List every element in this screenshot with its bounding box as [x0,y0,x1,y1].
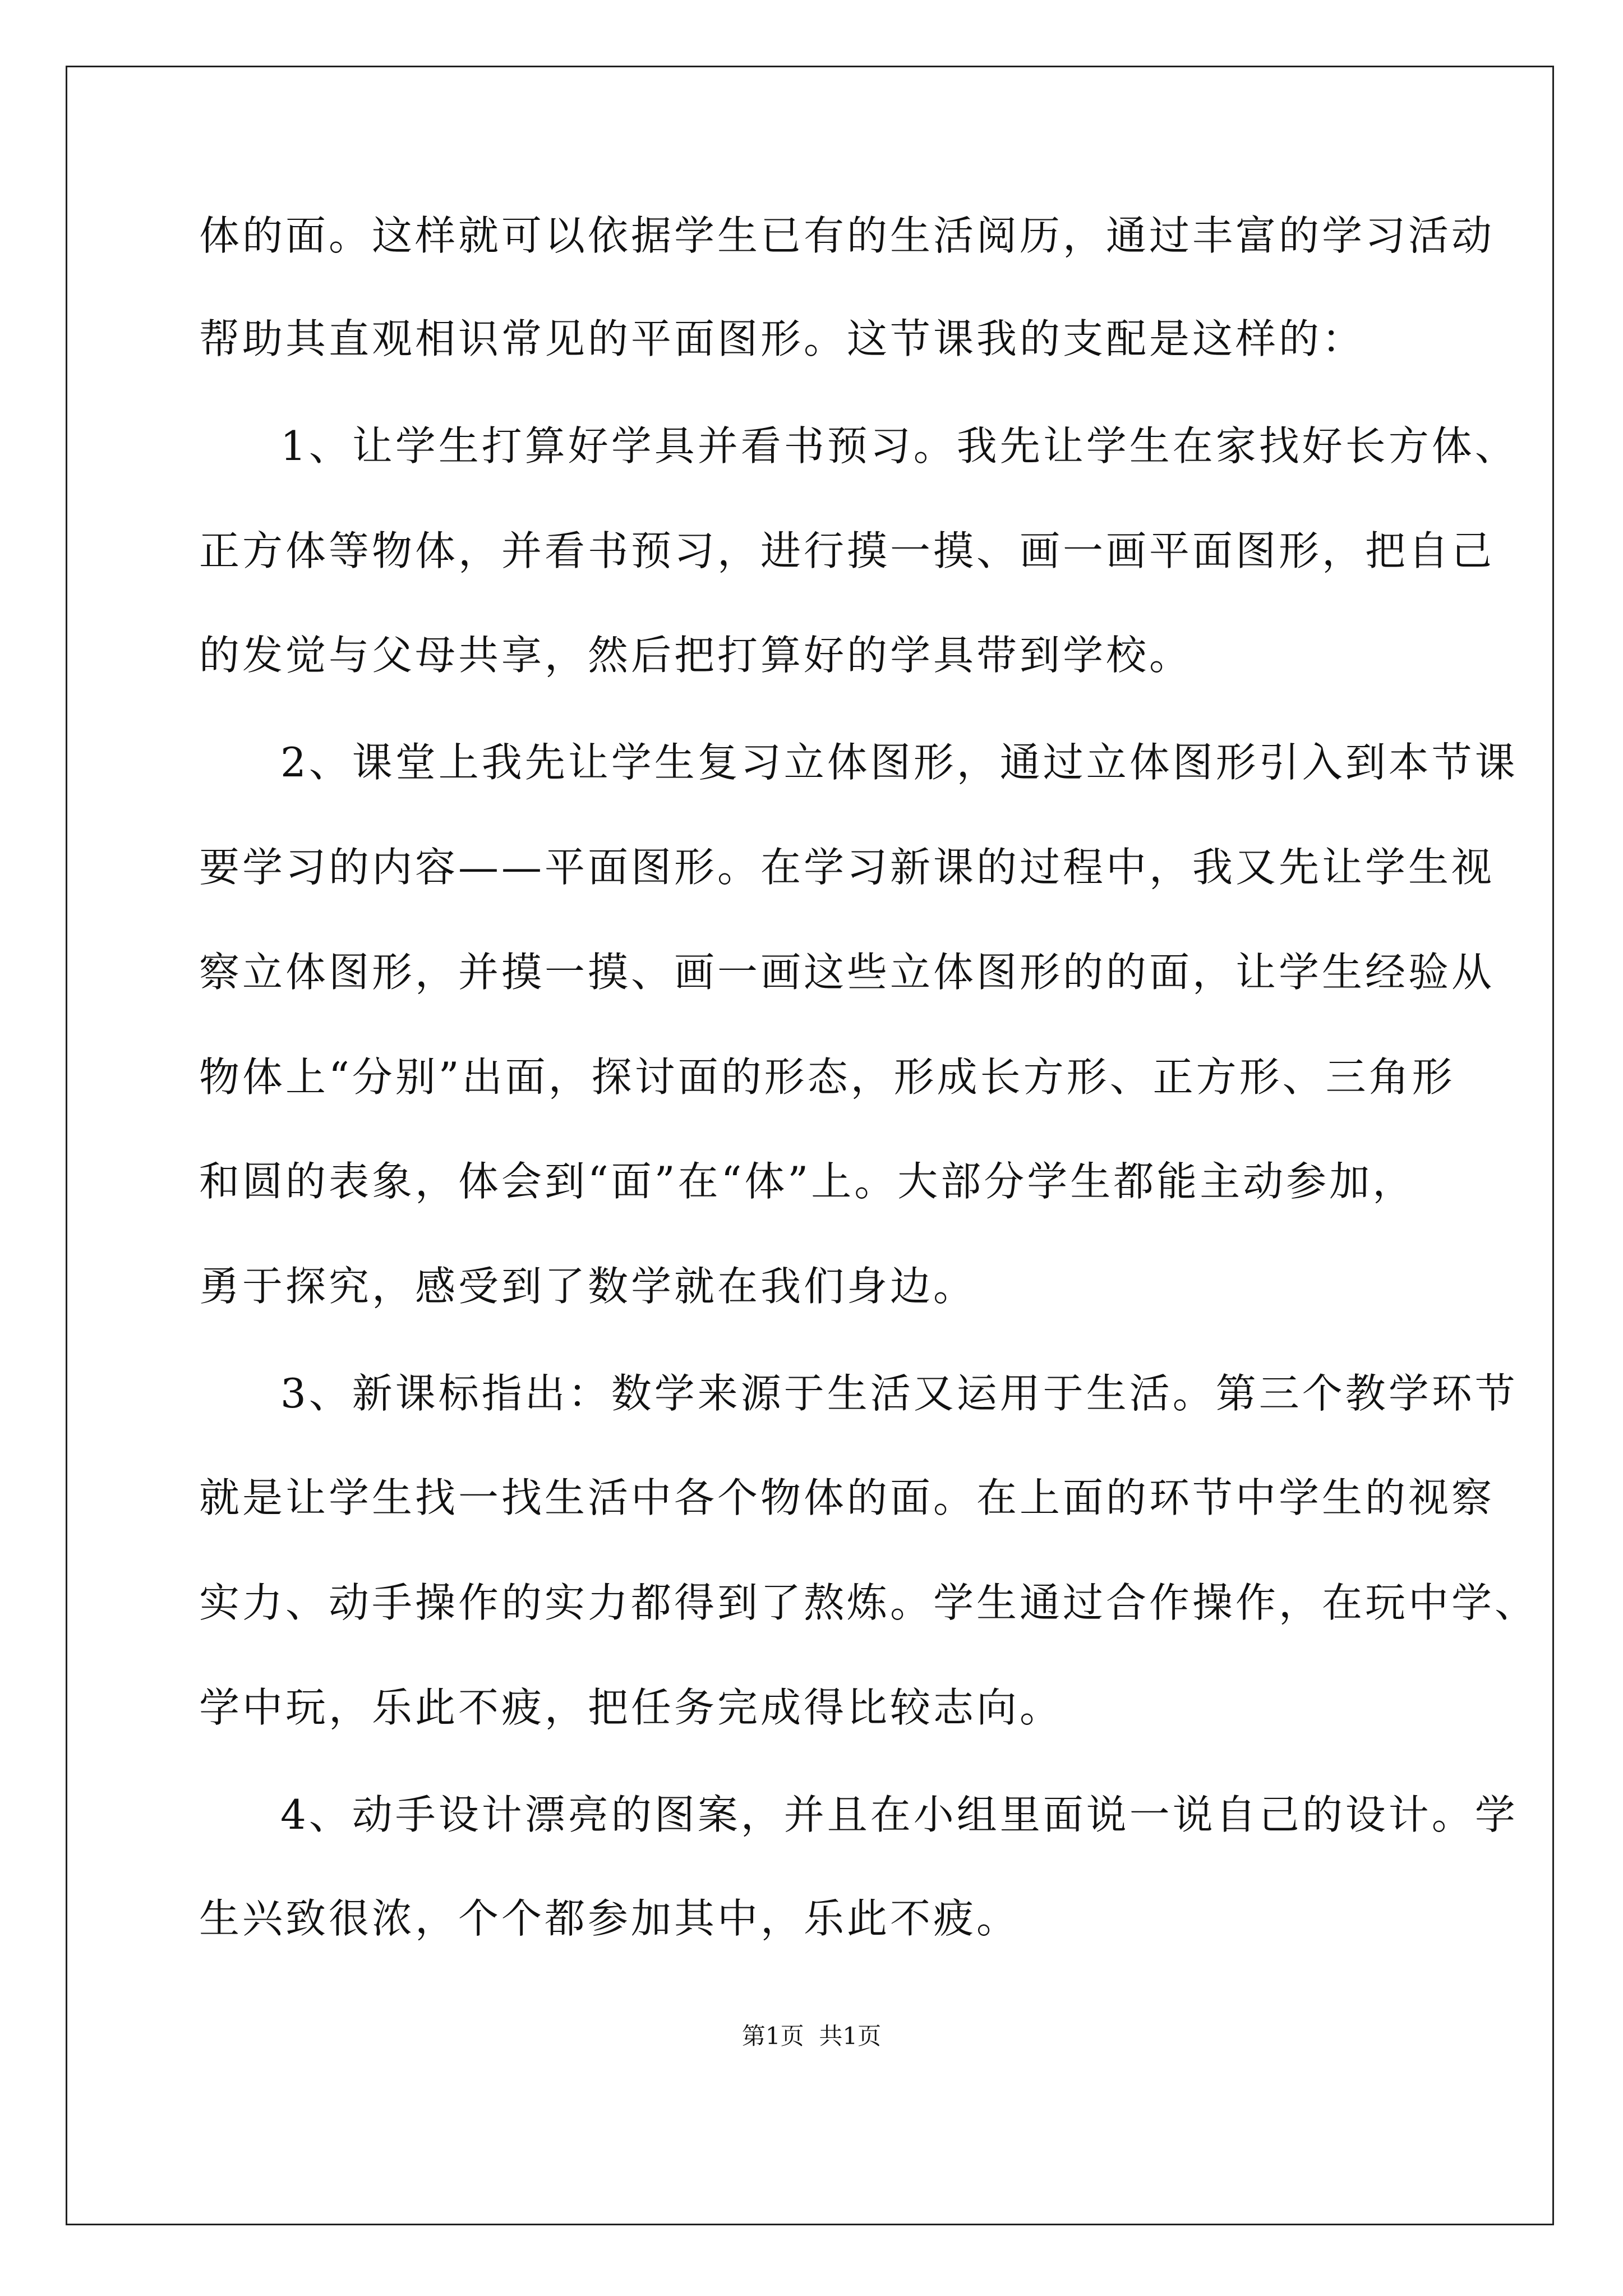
text-line: 勇于探究，感受到了数学就在我们身边。 [199,1263,977,1310]
paragraph-2-start: 2、课堂上我先让学生复习立体图形，通过立体图形引入到本节课 [280,739,1518,786]
text-line: 生兴致很浓，个个都参加其中，乐此不疲。 [199,1895,1020,1942]
text-line: 就是让学生找一找生活中各个物体的面。在上面的环节中学生的视察 [199,1474,1495,1521]
paragraph-1-start: 1、让学生打算好学具并看书预习。我先让学生在家找好长方体、 [280,422,1518,470]
text-line: 学中玩，乐此不疲，把任务完成得比较志向。 [199,1684,1063,1731]
text-line: 要学习的内容——平面图形。在学习新课的过程中，我又先让学生视 [199,844,1495,891]
text-line: 察立体图形，并摸一摸、画一画这些立体图形的的面，让学生经验从 [199,949,1495,996]
text-line: 和圆的表象，体会到“面”在“体”上。大部分学生都能主动参加， [199,1158,1416,1205]
page-number-footer: 第1页 共1页 [741,2022,882,2050]
text-line: 的发觉与父母共享，然后把打算好的学具带到学校。 [199,632,1193,679]
text-line: 帮助其直观相识常见的平面图形。这节课我的支配是这样的： [199,315,1366,362]
paragraph-3-start: 3、新课标指出：数学来源于生活又运用于生活。第三个教学环节 [280,1370,1518,1417]
text-line: 物体上“分别”出面，探讨面的形态，形成长方形、正方形、三角形 [199,1053,1455,1101]
text-line: 体的面。这样就可以依据学生已有的生活阅历，通过丰富的学习活动 [199,212,1495,259]
text-line: 实力、动手操作的实力都得到了熬炼。学生通过合作操作，在玩中学、 [199,1579,1538,1626]
text-line: 正方体等物体，并看书预习，进行摸一摸、画一画平面图形，把自己 [199,527,1495,574]
paragraph-4-start: 4、动手设计漂亮的图案，并且在小组里面说一说自己的设计。学 [280,1791,1518,1838]
